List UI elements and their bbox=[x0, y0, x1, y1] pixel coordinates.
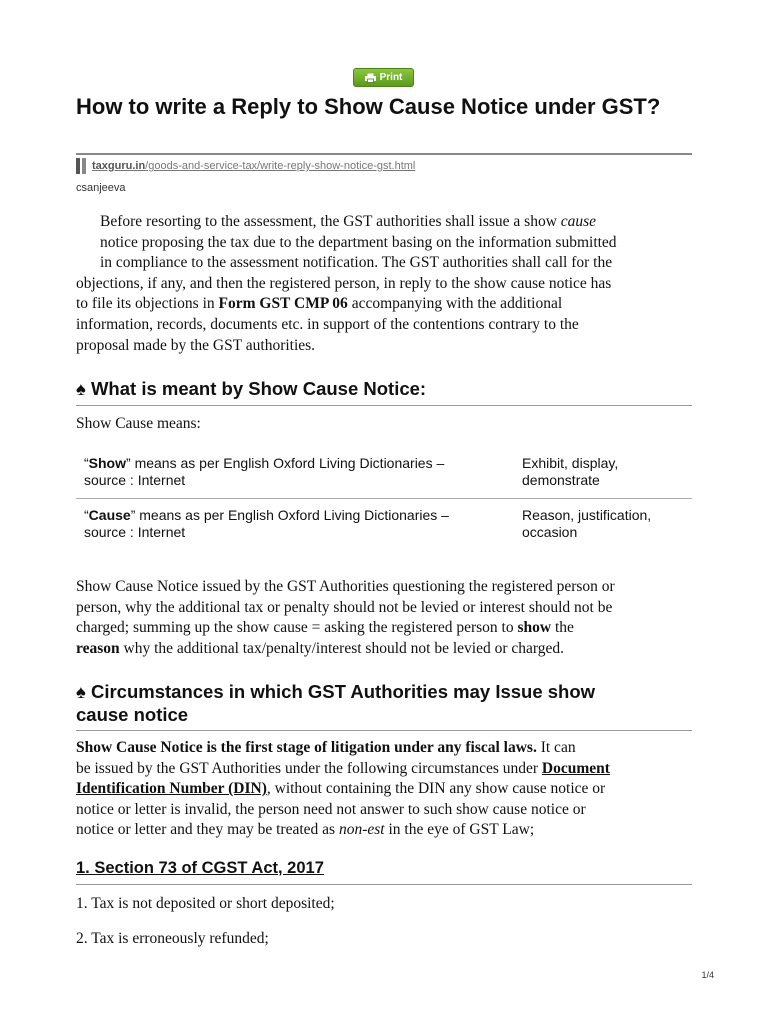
page-number: 1/4 bbox=[701, 970, 714, 980]
source-link[interactable] bbox=[76, 158, 415, 174]
source-bar bbox=[82, 158, 86, 174]
print-button-label: Print bbox=[379, 72, 403, 83]
circumstances-paragraph: Show Cause Notice is the first stage of litigation under any fiscal laws. It can be issued by the GST Authorities under the following circumstances under Document Identification Number (DIN), without containing the DIN any show cause notice or notice or letter is invalid, the person need not answer to such show cause notice or notice or letter and they may be treated as non-est in the eye of GST Law; bbox=[76, 739, 610, 839]
section-divider bbox=[76, 405, 692, 406]
list-item: 2. Tax is erroneously refunded; bbox=[76, 930, 269, 947]
din-link[interactable]: Document bbox=[541, 759, 610, 777]
definition-cell: “Cause” means as per English Oxford Living Dictionaries – source : Internet bbox=[84, 507, 449, 540]
section-heading-show-cause: ♠ What is meant by Show Cause Notice: bbox=[76, 378, 427, 399]
section-heading-section-73: 1. Section 73 of CGST Act, 2017 bbox=[76, 859, 324, 877]
title-divider bbox=[76, 153, 692, 155]
definition-cell: “Show” means as per English Oxford Living Dictionaries – source : Internet bbox=[84, 455, 445, 488]
printer-icon bbox=[365, 73, 376, 83]
page-title: How to write a Reply to Show Cause Notice under GST? bbox=[76, 94, 661, 119]
source-url[interactable]: taxguru.in/goods-and-service-tax/write-reply-show-notice-gst.html bbox=[92, 160, 416, 172]
list-item: 1. Tax is not deposited or short deposited; bbox=[76, 895, 335, 912]
print-button[interactable] bbox=[353, 68, 414, 87]
show-cause-lead: Show Cause means: bbox=[76, 415, 201, 432]
table-row bbox=[76, 447, 692, 498]
section-heading-circumstances: ♠ Circumstances in which GST Authorities may Issue show cause notice bbox=[76, 681, 596, 725]
source-bar bbox=[76, 158, 80, 174]
table-row bbox=[76, 498, 692, 549]
section-divider bbox=[76, 884, 692, 885]
meaning-cell: Exhibit, display, demonstrate bbox=[522, 455, 619, 488]
definition-table bbox=[76, 447, 692, 549]
show-cause-paragraph: Show Cause Notice issued by the GST Authorities questioning the registered person or person, why the additional tax or penalty should not be levied or interest should not be charged; summing up the show cause = asking the registered person to show the reason why the additional tax/penalty/interest should not be levied or charged. bbox=[76, 578, 615, 657]
din-link[interactable]: Identification Number (DIN) bbox=[76, 780, 267, 798]
section-divider bbox=[76, 730, 692, 731]
author: csanjeeva bbox=[76, 182, 126, 194]
meaning-cell: Reason, justification, occasion bbox=[522, 507, 652, 540]
intro-paragraph: Before resorting to the assessment, the GST authorities shall issue a show cause notice proposing the tax due to the department basing on the information submitted in compliance to the assessment notification. The GST authorities shall call for the objections, if any, and then the registered person, in reply to the show cause notice has to file its objections in Form GST CMP 06 accompanying with the additional information, records, documents etc. in support of the contentions contrary to the proposal made by the GST authorities. bbox=[76, 213, 617, 354]
